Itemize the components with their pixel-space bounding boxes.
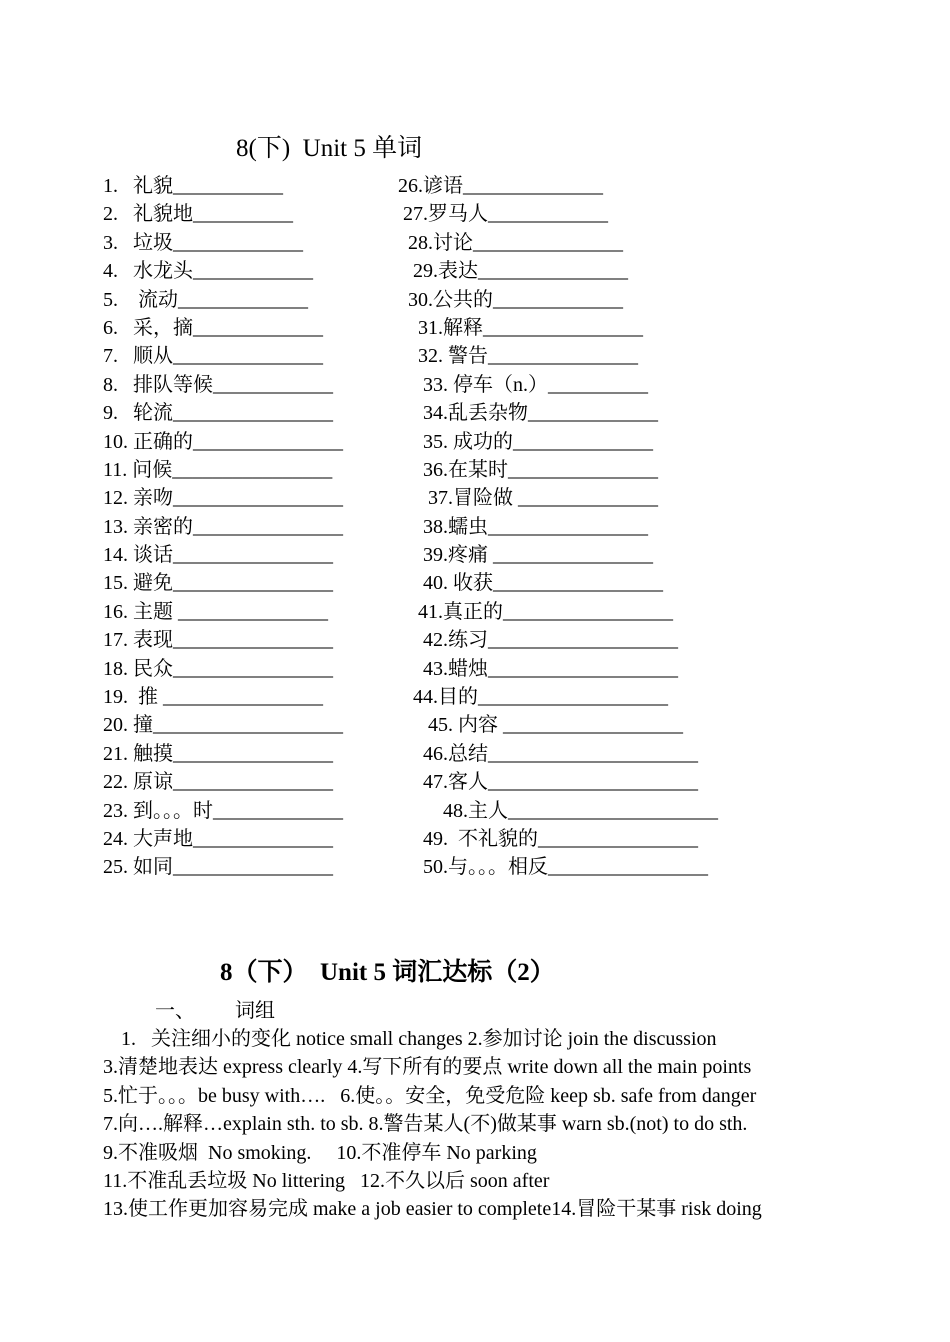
vocab-row <box>0 342 950 370</box>
vocab-item-left: 24. 大声地______________ <box>103 827 333 850</box>
vocab-item-left: 3. 垃圾_____________ <box>103 231 303 254</box>
vocab-item-left: 21. 触摸________________ <box>103 742 333 765</box>
vocab-row <box>0 513 950 541</box>
vocab-item-right: 28.讨论_______________ <box>398 231 623 254</box>
vocab-row <box>0 598 950 626</box>
vocab-item-right: 34.乱丢杂物_____________ <box>398 402 658 425</box>
vocab-item-left: 13. 亲密的_______________ <box>103 515 343 538</box>
vocab-item-right: 42.练习___________________ <box>398 629 678 652</box>
vocab-item-right: 32. 警告_______________ <box>398 345 638 368</box>
vocab-row <box>0 655 950 683</box>
vocab-item-right: 29.表达_______________ <box>398 260 628 283</box>
section-label: 词组 <box>235 1000 275 1022</box>
vocab-row <box>0 626 950 654</box>
section-heading <box>155 997 275 1025</box>
vocab-item-left: 18. 民众________________ <box>103 657 333 680</box>
vocab-item-right: 43.蜡烛___________________ <box>398 657 678 680</box>
vocab-item-left: 11. 问候________________ <box>103 458 333 481</box>
phrase-line: 13.使工作更加容易完成 make a job easier to complete14.冒险干某事 risk doing <box>103 1198 762 1221</box>
vocab-row <box>0 683 950 711</box>
vocab-item-right: 45. 内容 __________________ <box>398 714 683 737</box>
vocab-item-left: 9. 轮流________________ <box>103 402 333 425</box>
vocab-item-left: 6. 采，摘_____________ <box>103 316 323 339</box>
vocab-row <box>0 853 950 881</box>
vocab-row <box>0 768 950 796</box>
section-number: 一、 <box>155 1000 195 1022</box>
vocab-item-left: 4. 水龙头____________ <box>103 260 313 283</box>
vocab-item-right: 40. 收获_________________ <box>398 572 663 595</box>
vocab-item-right: 38.蠕虫________________ <box>398 515 648 538</box>
phrase-list <box>103 1025 762 1224</box>
vocab-item-right: 33. 停车（n.）__________ <box>398 373 648 396</box>
vocab-item-right: 31.解释________________ <box>398 316 643 339</box>
phrase-line: 9.不准吸烟 No smoking. 10.不准停车 No parking <box>103 1141 537 1164</box>
phrase-line: 3.清楚地表达 express clearly 4.写下所有的要点 write down all the main points <box>103 1056 752 1079</box>
vocab-row <box>0 569 950 597</box>
phrase-line: 11.不准乱丢垃圾 No littering 12.不久以后 soon after <box>103 1170 550 1193</box>
vocab-item-left: 10. 正确的_______________ <box>103 430 343 453</box>
vocab-item-left: 19. 推 ________________ <box>103 686 323 709</box>
vocab-item-right: 37.冒险做 ______________ <box>398 487 658 510</box>
vocab-item-left: 22. 原谅________________ <box>103 771 333 794</box>
vocab-row <box>0 371 950 399</box>
vocab-item-left: 25. 如同________________ <box>103 856 333 879</box>
vocab-item-right: 26.谚语______________ <box>398 175 603 197</box>
vocab-row <box>0 711 950 739</box>
vocab-row <box>0 484 950 512</box>
vocab-item-left: 5. 流动_____________ <box>103 288 308 311</box>
vocab-item-right: 35. 成功的______________ <box>398 430 653 453</box>
vocab-row <box>0 200 950 228</box>
page-title: 8(下) Unit 5 单词 <box>236 135 423 162</box>
vocab-item-right: 36.在某时_______________ <box>398 458 658 481</box>
vocab-item-right: 49. 不礼貌的________________ <box>398 827 698 850</box>
vocab-item-left: 1. 礼貌___________ <box>103 175 283 197</box>
vocab-row <box>0 825 950 853</box>
vocab-item-left: 17. 表现________________ <box>103 629 333 652</box>
vocab-row <box>0 286 950 314</box>
vocab-item-right: 30.公共的_____________ <box>398 288 623 311</box>
vocab-item-right: 46.总结_____________________ <box>398 742 698 765</box>
phrase-line: 7.向….解释…explain sth. to sb. 8.警告某人(不)做某事 warn sb.(not) to do sth. <box>103 1113 748 1136</box>
phrase-line: 5.忙于。。。be busy with…. 6.使。。安全，免受危险 keep sb. safe from danger <box>103 1084 757 1107</box>
vocab-item-left: 2. 礼貌地__________ <box>103 203 293 226</box>
vocab-item-left: 15. 避免________________ <box>103 572 333 595</box>
vocab-row <box>0 257 950 285</box>
section-title: 8（下） Unit 5 词汇达标（2） <box>220 959 555 986</box>
vocab-row <box>0 740 950 768</box>
vocab-item-left: 7. 顺从_______________ <box>103 345 323 368</box>
vocab-row <box>0 456 950 484</box>
vocab-row <box>0 541 950 569</box>
vocabulary-list <box>0 172 950 882</box>
vocab-item-left: 12. 亲吻_________________ <box>103 487 343 510</box>
vocab-item-left: 20. 撞___________________ <box>103 714 343 737</box>
vocab-item-left: 8. 排队等候____________ <box>103 373 333 396</box>
vocab-row <box>0 229 950 257</box>
vocab-item-right: 44.目的___________________ <box>398 686 668 709</box>
phrase-line: 1. 关注细小的变化 notice small changes 2.参加讨论 join the discussion <box>121 1028 717 1050</box>
vocab-item-right: 48.主人_____________________ <box>398 799 718 822</box>
vocab-row <box>0 399 950 427</box>
vocab-item-right: 47.客人_____________________ <box>398 771 698 794</box>
vocab-item-left: 16. 主题 _______________ <box>103 600 328 623</box>
vocab-row <box>0 172 950 200</box>
vocab-item-left: 23. 到。。。时_____________ <box>103 799 343 822</box>
vocab-item-right: 27.罗马人____________ <box>398 203 608 226</box>
vocab-row <box>0 314 950 342</box>
vocab-row <box>0 797 950 825</box>
vocab-item-right: 50.与。。。相反________________ <box>398 856 708 879</box>
vocab-item-left: 14. 谈话________________ <box>103 544 333 567</box>
vocab-row <box>0 428 950 456</box>
vocab-item-right: 39.疼痛 ________________ <box>398 544 653 567</box>
vocab-item-right: 41.真正的_________________ <box>398 600 673 623</box>
